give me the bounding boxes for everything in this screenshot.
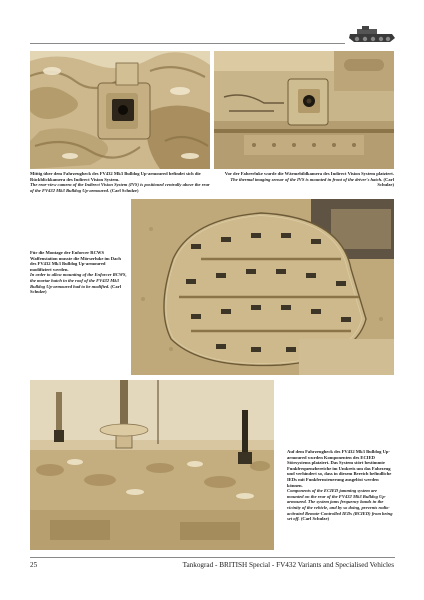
caption-en-text: Components of the ECIED jamming system are mounted on the rear of the FV432 Mk3 Bulldog Up-armoured. The system jams frequency bands in the vicinity of the vehicle, and by so doing, prevents radio-activated Remote-Controlled IEDs (RCIED) from being set off.	[287, 488, 393, 522]
caption-de: Vor der Fahrerluke wurde die Wärmebildkamera des Indirect Vision System platziert.	[224, 171, 394, 176]
caption-en	[224, 177, 394, 188]
caption-en-text: In order to allow mounting of the Enforcer RCWS, the mortar hatch in the roof of the FV432 Mk3 Bulldog Up-armoured had to be modified.	[30, 272, 127, 289]
photo-credit: (Carl Schulze)	[110, 187, 139, 193]
caption-mortar-hatch	[30, 250, 128, 295]
photo-credit: (Carl Schulze)	[30, 283, 121, 295]
caption-de: Für die Montage der Enforcer RCWS Waffenstation musste die Mörserluke im Dach des FV432 Mk3 Bulldog Up-armoured modifiziert werden.	[30, 250, 121, 272]
header-rule	[30, 43, 345, 44]
caption-ecied-jamming-system	[287, 449, 394, 522]
vehicle-silhouette-icon	[348, 26, 396, 44]
photo-mortar-hatch	[131, 199, 394, 375]
running-title: Tankograd - BRITISH Special - FV432 Variants and Specialised Vehicles	[182, 561, 394, 569]
photo-credit: (Carl Schulze)	[377, 176, 394, 188]
photo-ecied-jamming-system	[30, 380, 274, 550]
footer-rule	[30, 557, 395, 558]
caption-en-text: The rear-view camera of the Indirect Vision System (IVS) is positioned centrally above the rear of the FV432 Mk3 Bulldog Up-armoured.	[30, 182, 210, 193]
photo-rear-view-camera	[30, 51, 210, 169]
caption-de: Auf dem Fahrzeugheck des FV432 Mk3 Bulldog Up-armoured wurden Komponenten des ECIED Störsystems platziert. Das System stört bestimmte Funkfrequenzbereiche im Umkreis um das Fahrzeug und verhindert so, dass in diesem Bereich befindliche IEDs mit Funkfernsteuerung ausgelöst werden können.	[287, 449, 392, 488]
caption-de: Mittig über dem Fahrzeugheck des FV432 Mk3 Bulldog Up-armoured befindet sich die Rückblickkamera des Indirect Vision System.	[30, 171, 201, 182]
photo-credit: (Carl Schulze)	[300, 516, 330, 522]
caption-en	[287, 488, 394, 522]
caption-en-text: The thermal imaging sensor of the IVS is mounted in front of the driver's hatch.	[230, 176, 383, 182]
photo-thermal-imaging-sensor	[214, 51, 394, 169]
caption-thermal-imaging-sensor	[224, 171, 394, 188]
caption-en	[30, 182, 212, 193]
caption-en	[30, 272, 128, 294]
caption-rear-view-camera	[30, 171, 212, 193]
page-number: 25	[30, 561, 38, 569]
